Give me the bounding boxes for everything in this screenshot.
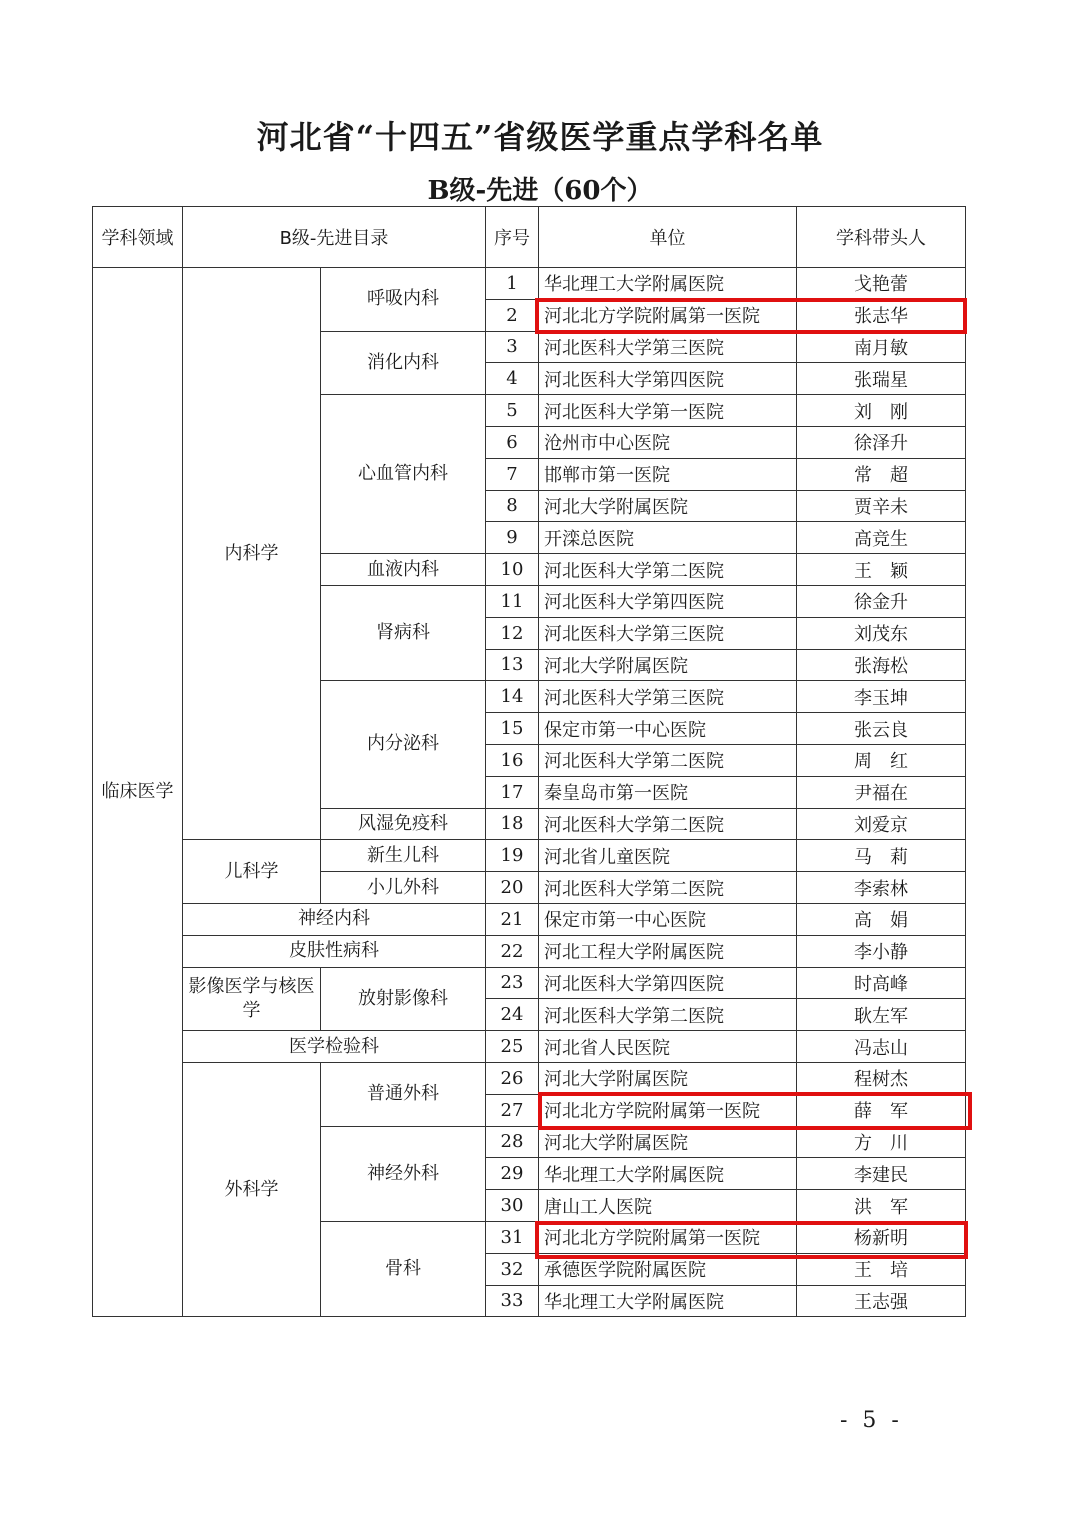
category-lab: 医学检验科 <box>183 1031 486 1063</box>
row-leader: 方 川 <box>797 1126 966 1158</box>
row-leader: 李玉坤 <box>797 681 966 713</box>
document-title: 河北省“十四五”省级医学重点学科名单 <box>256 118 824 156</box>
row-leader: 刘 刚 <box>797 395 966 427</box>
row-number: 1 <box>486 268 539 300</box>
table-row <box>93 935 966 967</box>
table-row <box>93 1031 966 1063</box>
row-leader: 杨新明 <box>797 1221 966 1253</box>
sub-respiratory: 呼吸内科 <box>321 268 486 332</box>
table-header-row <box>93 207 966 268</box>
row-unit: 保定市第一中心医院 <box>539 903 797 935</box>
category-pediatrics: 儿科学 <box>183 840 321 904</box>
row-unit: 开滦总医院 <box>539 522 797 554</box>
row-number: 21 <box>486 903 539 935</box>
sub-hematology: 血液内科 <box>321 554 486 586</box>
discipline-table <box>92 206 966 1317</box>
row-leader: 马 莉 <box>797 840 966 872</box>
row-number: 13 <box>486 649 539 681</box>
row-unit: 河北医科大学第二医院 <box>539 999 797 1031</box>
row-unit: 河北医科大学第三医院 <box>539 331 797 363</box>
row-unit: 河北大学附属医院 <box>539 490 797 522</box>
table-row <box>93 903 966 935</box>
row-leader: 李小静 <box>797 935 966 967</box>
header-unit: 单位 <box>539 207 797 268</box>
row-unit: 华北理工大学附属医院 <box>539 1285 797 1317</box>
sub-pediatric-surgery: 小儿外科 <box>321 872 486 904</box>
header-catalog: B级-先进目录 <box>183 207 486 268</box>
field-clinical: 临床医学 <box>93 268 183 1317</box>
row-leader: 徐泽升 <box>797 426 966 458</box>
header-leader: 学科带头人 <box>797 207 966 268</box>
row-unit: 河北医科大学第四医院 <box>539 967 797 999</box>
row-number: 17 <box>486 776 539 808</box>
row-leader: 戈艳蕾 <box>797 268 966 300</box>
row-number: 8 <box>486 490 539 522</box>
row-unit: 河北省儿童医院 <box>539 840 797 872</box>
table-row <box>93 840 966 872</box>
row-unit: 沧州市中心医院 <box>539 426 797 458</box>
row-unit: 河北医科大学第四医院 <box>539 585 797 617</box>
row-number: 29 <box>486 1158 539 1190</box>
sub-endocrine: 内分泌科 <box>321 681 486 808</box>
document-subtitle: B级-先进（60个） <box>427 176 653 206</box>
row-number: 2 <box>486 299 539 331</box>
row-number: 25 <box>486 1031 539 1063</box>
row-leader: 南月敏 <box>797 331 966 363</box>
page-number: - 5 - <box>840 1408 903 1433</box>
row-leader: 尹福在 <box>797 776 966 808</box>
row-number: 10 <box>486 554 539 586</box>
row-number: 18 <box>486 808 539 840</box>
row-number: 28 <box>486 1126 539 1158</box>
row-leader: 王 培 <box>797 1253 966 1285</box>
row-unit: 河北医科大学第二医院 <box>539 554 797 586</box>
row-leader: 薛 军 <box>797 1094 966 1126</box>
sub-neonatal: 新生儿科 <box>321 840 486 872</box>
sub-nephrology: 肾病科 <box>321 585 486 680</box>
table-row <box>93 268 966 300</box>
row-unit: 秦皇岛市第一医院 <box>539 776 797 808</box>
row-unit: 河北北方学院附属第一医院 <box>539 1221 797 1253</box>
row-unit: 河北大学附属医院 <box>539 1062 797 1094</box>
category-surgery: 外科学 <box>183 1062 321 1316</box>
highlight-box-row-2 <box>535 298 967 334</box>
row-number: 12 <box>486 617 539 649</box>
row-leader: 周 红 <box>797 744 966 776</box>
row-unit: 河北大学附属医院 <box>539 649 797 681</box>
sub-rheumatology: 风湿免疫科 <box>321 808 486 840</box>
row-unit: 河北北方学院附属第一医院 <box>539 1094 797 1126</box>
header-number: 序号 <box>486 207 539 268</box>
row-leader: 洪 军 <box>797 1190 966 1222</box>
row-number: 6 <box>486 426 539 458</box>
sub-radiology: 放射影像科 <box>321 967 486 1031</box>
row-unit: 华北理工大学附属医院 <box>539 268 797 300</box>
row-leader: 张海松 <box>797 649 966 681</box>
category-imaging: 影像医学与核医学 <box>183 967 321 1031</box>
sub-neurosurgery: 神经外科 <box>321 1126 486 1221</box>
row-unit: 河北工程大学附属医院 <box>539 935 797 967</box>
sub-cardio: 心血管内科 <box>321 395 486 554</box>
row-unit: 河北医科大学第三医院 <box>539 617 797 649</box>
row-number: 24 <box>486 999 539 1031</box>
row-leader: 高 娟 <box>797 903 966 935</box>
row-unit: 河北省人民医院 <box>539 1031 797 1063</box>
row-leader: 张云良 <box>797 713 966 745</box>
sub-orthopedics: 骨科 <box>321 1221 486 1316</box>
row-leader: 刘茂东 <box>797 617 966 649</box>
row-number: 16 <box>486 744 539 776</box>
row-number: 32 <box>486 1253 539 1285</box>
row-leader: 耿左军 <box>797 999 966 1031</box>
row-unit: 河北医科大学第三医院 <box>539 681 797 713</box>
row-number: 20 <box>486 872 539 904</box>
row-unit: 河北北方学院附属第一医院 <box>539 299 797 331</box>
header-field: 学科领域 <box>93 207 183 268</box>
row-unit: 华北理工大学附属医院 <box>539 1158 797 1190</box>
row-number: 33 <box>486 1285 539 1317</box>
row-unit: 河北大学附属医院 <box>539 1126 797 1158</box>
row-number: 27 <box>486 1094 539 1126</box>
row-unit: 承德医学院附属医院 <box>539 1253 797 1285</box>
row-leader: 程树杰 <box>797 1062 966 1094</box>
row-unit: 河北医科大学第二医院 <box>539 744 797 776</box>
row-leader: 王志强 <box>797 1285 966 1317</box>
row-leader: 贾辛未 <box>797 490 966 522</box>
sub-general-surgery: 普通外科 <box>321 1062 486 1126</box>
row-number: 7 <box>486 458 539 490</box>
sub-digestive: 消化内科 <box>321 331 486 395</box>
row-number: 15 <box>486 713 539 745</box>
row-leader: 时高峰 <box>797 967 966 999</box>
row-leader: 王 颖 <box>797 554 966 586</box>
row-number: 19 <box>486 840 539 872</box>
row-unit: 河北医科大学第二医院 <box>539 808 797 840</box>
row-number: 31 <box>486 1221 539 1253</box>
row-unit: 保定市第一中心医院 <box>539 713 797 745</box>
category-internal: 内科学 <box>183 268 321 840</box>
row-number: 23 <box>486 967 539 999</box>
row-unit: 河北医科大学第四医院 <box>539 363 797 395</box>
row-number: 14 <box>486 681 539 713</box>
row-number: 11 <box>486 585 539 617</box>
row-unit: 邯郸市第一医院 <box>539 458 797 490</box>
row-number: 26 <box>486 1062 539 1094</box>
category-dermatology: 皮肤性病科 <box>183 935 486 967</box>
row-number: 3 <box>486 331 539 363</box>
row-leader: 高竞生 <box>797 522 966 554</box>
row-leader: 冯志山 <box>797 1031 966 1063</box>
row-unit: 河北医科大学第二医院 <box>539 872 797 904</box>
highlight-box-row-31 <box>535 1221 968 1259</box>
row-leader: 刘爱京 <box>797 808 966 840</box>
table-row <box>93 1062 966 1094</box>
row-leader: 李索林 <box>797 872 966 904</box>
row-number: 9 <box>486 522 539 554</box>
row-leader: 张志华 <box>797 299 966 331</box>
row-number: 4 <box>486 363 539 395</box>
row-unit: 河北医科大学第一医院 <box>539 395 797 427</box>
row-number: 22 <box>486 935 539 967</box>
table-row <box>93 967 966 999</box>
row-number: 30 <box>486 1190 539 1222</box>
row-unit: 唐山工人医院 <box>539 1190 797 1222</box>
row-leader: 常 超 <box>797 458 966 490</box>
row-leader: 张瑞星 <box>797 363 966 395</box>
category-neurology: 神经内科 <box>183 903 486 935</box>
row-leader: 李建民 <box>797 1158 966 1190</box>
highlight-box-row-27 <box>538 1092 972 1130</box>
row-number: 5 <box>486 395 539 427</box>
row-leader: 徐金升 <box>797 585 966 617</box>
